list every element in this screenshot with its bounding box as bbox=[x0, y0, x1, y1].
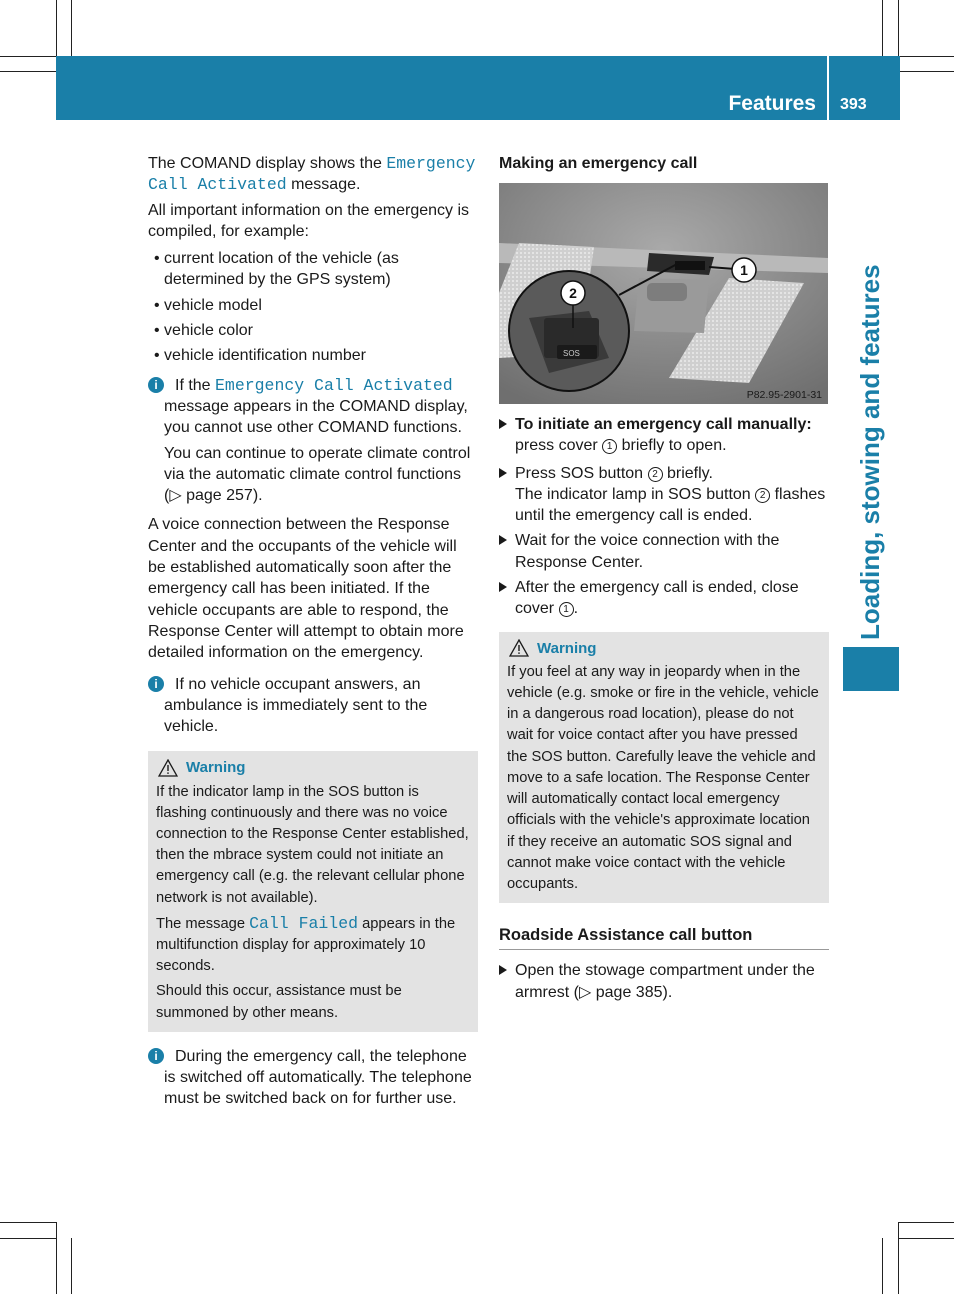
warning-triangle-icon bbox=[509, 639, 529, 657]
step-arrow-icon bbox=[499, 965, 507, 975]
step-arrow-icon bbox=[499, 419, 507, 429]
figure-caption: P82.95-2901-31 bbox=[746, 389, 822, 401]
crop-mark bbox=[882, 1238, 883, 1294]
callout-2-marker: 2 bbox=[755, 488, 770, 503]
crop-mark bbox=[0, 71, 56, 72]
section-title: Features bbox=[728, 92, 816, 115]
info-note: i If the Emergency Call Activated message appears in the COMAND display, you cannot use other COMAND functions. You can continue to operate climate control via the automatic climate control functions (▷ page 257). bbox=[148, 375, 478, 507]
paragraph: All important information on the emergency is compiled, for example: bbox=[148, 201, 470, 240]
warning-triangle-icon bbox=[158, 759, 178, 777]
warning-text: The message Call Failed appears in the multifunction display for approximately 10 seconds. bbox=[156, 913, 456, 975]
crop-mark bbox=[0, 56, 56, 57]
step-arrow-icon bbox=[499, 535, 507, 545]
crop-mark bbox=[898, 0, 899, 56]
list-item: • vehicle identification number bbox=[154, 347, 366, 365]
left-column bbox=[148, 153, 478, 1114]
crop-mark bbox=[56, 1222, 57, 1294]
sos-button-label: SOS bbox=[563, 349, 580, 358]
list-item: • vehicle model bbox=[154, 296, 262, 314]
warning-box bbox=[148, 751, 478, 1031]
info-note: i If no vehicle occupant answers, an ambulance is immediately sent to the vehicle. bbox=[148, 674, 478, 738]
subheading: Making an emergency call bbox=[499, 155, 698, 172]
crop-mark bbox=[71, 1238, 72, 1294]
crop-mark bbox=[0, 1222, 56, 1223]
display-message: Emergency Call Activated bbox=[215, 375, 453, 395]
display-message: Call Failed bbox=[249, 913, 358, 933]
list-item: • vehicle color bbox=[154, 322, 253, 340]
list-item: • current location of the vehicle (as determined by the GPS system) bbox=[154, 250, 399, 289]
warning-text: If the indicator lamp in the SOS button is flashing continuously and there was no voice connection to the Response Center established, then the mbrace system could not initiate an emergency call (e.g. the relevant cellular phone network is not available). bbox=[156, 783, 469, 906]
warning-text: Should this occur, assistance must be summoned by other means. bbox=[156, 983, 402, 1021]
instruction-step: After the emergency call is ended, close cover 1 . bbox=[499, 577, 829, 620]
warning-box bbox=[499, 632, 829, 903]
instruction-step: Wait for the voice connection with the Response Center. bbox=[499, 530, 829, 573]
warning-header: Warning bbox=[507, 638, 821, 659]
chapter-title: Loading, stowing and features bbox=[855, 264, 885, 640]
instruction-step: To initiate an emergency call manually: press cover 1 briefly to open. bbox=[499, 414, 829, 457]
section-heading: Roadside Assistance call button bbox=[499, 925, 829, 950]
page-header bbox=[56, 56, 900, 120]
crop-mark bbox=[899, 1238, 954, 1239]
warning-header: Warning bbox=[156, 757, 470, 778]
paragraph: A voice connection between the Response Center and the occupants of the vehicle will be established automatically soon after the emergency call has been initiated. If the vehicle occupants are able to respond, the Response Center will attempt to obtain more detailed information on the emergency. bbox=[148, 516, 464, 662]
callout-2-marker: 2 bbox=[648, 467, 663, 482]
info-icon: i bbox=[148, 676, 164, 692]
overhead-panel-image bbox=[499, 183, 828, 404]
bullet-list bbox=[148, 248, 478, 366]
display-message: Emergency Call Activated bbox=[148, 154, 476, 195]
paragraph: You can continue to operate climate control via the automatic climate control functions (▷ page 257). bbox=[164, 444, 471, 505]
right-column bbox=[499, 414, 829, 1007]
crop-mark bbox=[898, 1222, 899, 1294]
crop-mark bbox=[899, 56, 954, 57]
paragraph: The COMAND display shows the Emergency Call Activated message. bbox=[148, 154, 476, 195]
callout-1-number: 1 bbox=[740, 262, 748, 278]
info-icon: i bbox=[148, 1048, 164, 1064]
callout-1-marker: 1 bbox=[559, 602, 574, 617]
crop-mark bbox=[899, 1222, 954, 1223]
callout-2-number: 2 bbox=[569, 285, 577, 301]
info-icon: i bbox=[148, 377, 164, 393]
crop-mark bbox=[899, 71, 954, 72]
header-divider bbox=[827, 56, 829, 120]
crop-mark bbox=[71, 0, 72, 56]
instruction-step: Press SOS button 2 briefly. The indicator lamp in SOS button 2 flashes until the emergency call is ended. bbox=[499, 463, 829, 527]
sos-button-illustration bbox=[499, 183, 828, 404]
crop-mark bbox=[0, 1238, 56, 1239]
warning-text: If you feel at any way in jeopardy when in the vehicle (e.g. smoke or fire in the vehicle, vehicle in a dangerous road location), please do not wait for voice contact after you have pressed the SOS button. Carefully leave the vehicle and move to a safe location. The Response Center will automatically contact local emergency officials with the vehicle's approximate location if they receive an automatic SOS signal and cannot make voice contact with the vehicle occupants. bbox=[507, 663, 819, 892]
page-number: 393 bbox=[840, 96, 867, 113]
chapter-tab bbox=[843, 647, 899, 691]
step-arrow-icon bbox=[499, 582, 507, 592]
crop-mark bbox=[56, 0, 57, 56]
callout-1-marker: 1 bbox=[602, 439, 617, 454]
crop-mark bbox=[882, 0, 883, 56]
instruction-step: Open the stowage compartment under the armrest (▷ page 385). bbox=[499, 960, 829, 1003]
info-note: i During the emergency call, the telephone is switched off automatically. The telephone must be switched back on for further use. bbox=[148, 1046, 478, 1110]
step-arrow-icon bbox=[499, 468, 507, 478]
